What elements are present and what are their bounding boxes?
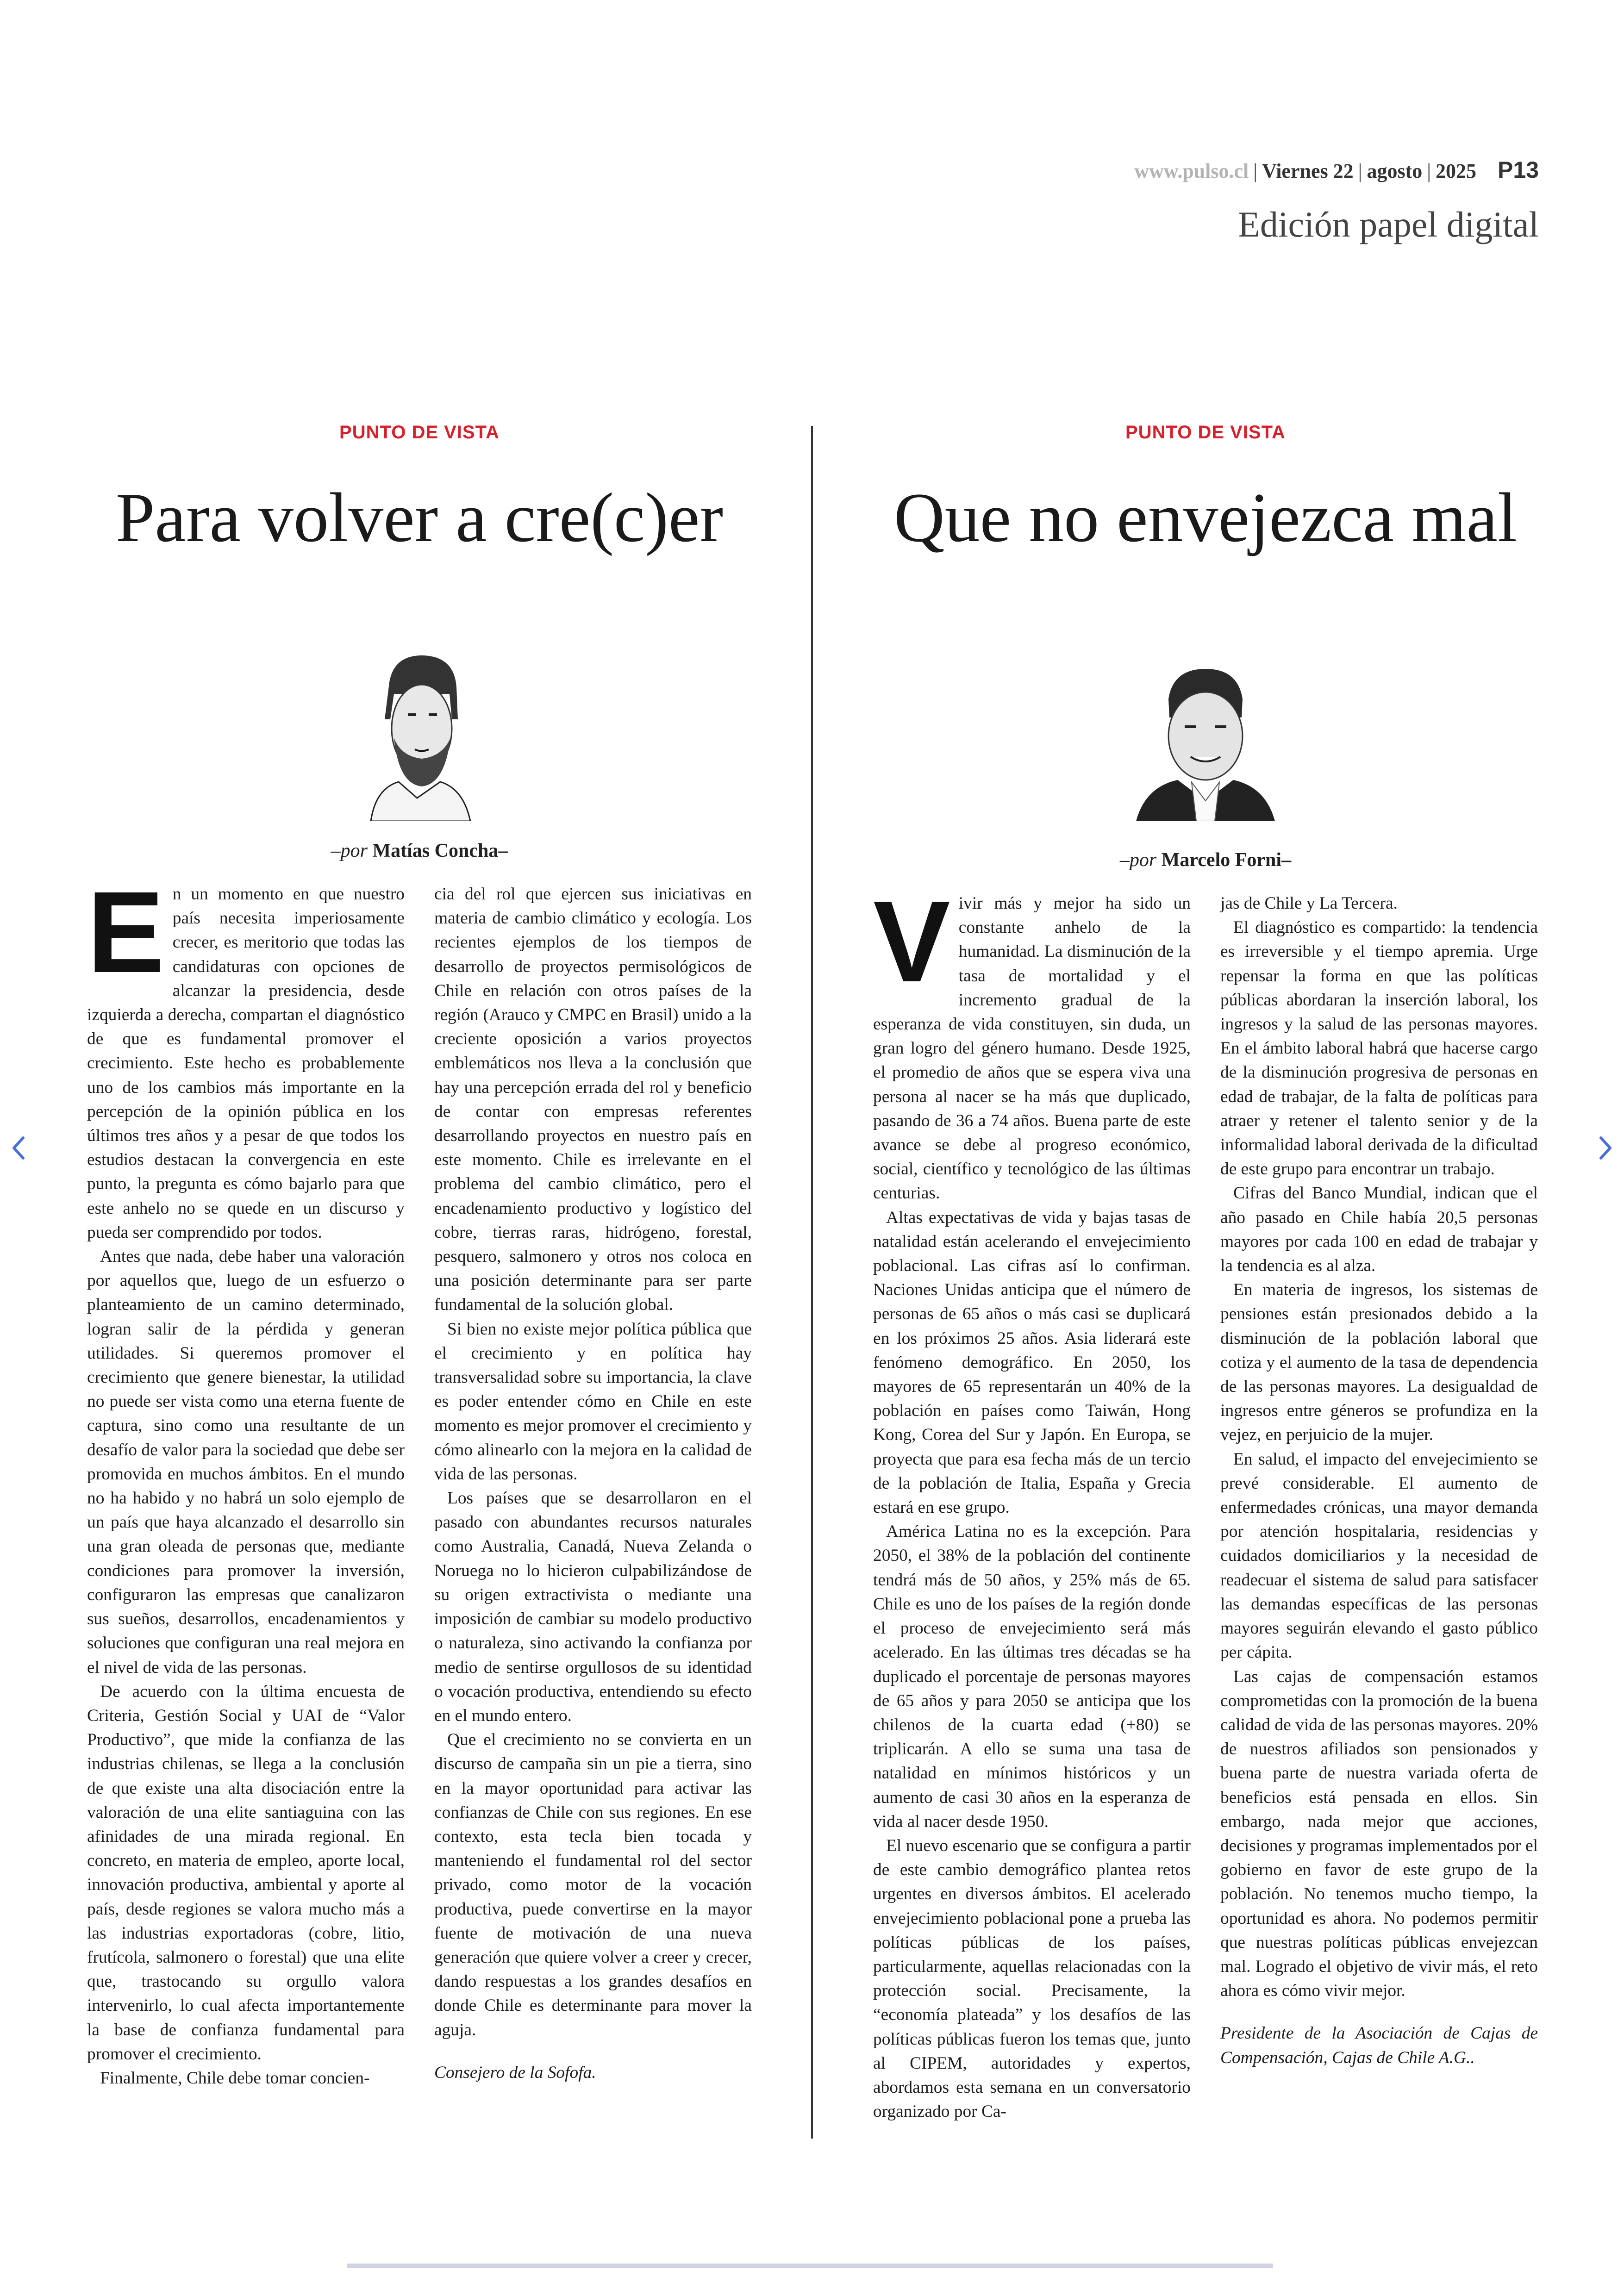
chevron-left-icon (9, 1134, 28, 1162)
paragraph: El diagnóstico es compartido: la tendencia es irreversible y el tiempo apremia. Urge repensar la forma en que las políticas públicas abordaran la inserción laboral, los ingresos y la salud de las personas mayores. En el ámbito laboral habrá que hacerse cargo de la disminución progresiva de personas en edad de trabajar, de la falta de políticas para atraer y retener el talento senior y de la informalidad laboral derivada de la dificultad de este grupo para encontrar un trabajo. (1220, 918, 1538, 1179)
text-column (1220, 892, 1538, 2124)
page-scrollbar[interactable] (347, 2264, 1273, 2268)
next-page-button[interactable] (1592, 1129, 1619, 1166)
author-name: Marcelo Forni– (1161, 849, 1292, 871)
text-column (87, 867, 405, 2090)
author-signature: Consejero de la Sofofa. (434, 2063, 596, 2082)
article-right (873, 422, 1538, 2124)
paragraph: Que el crecimiento no se convierta en un discurso de campaña sin un pie a tierra, sino en la mayor oportunidad para activar las confianzas de Chile con sus regiones. En ese contexto, esta tecla bien tocada y manteniendo el fundamental rol del sector privado, como motor de la vocación productiva, puede convertirse en la mayor fuente de motivación de una nueva generación que quiere volver a creer y crecer, dando respuestas a los grandes desafíos en donde Chile es determinante para mover la aguja. (434, 1730, 752, 2039)
paragraph: De acuerdo con la última encuesta de Criteria, Gestión Social y UAI de “Valor Productivo”, que mide la confianza de las industrias chilenas, se llega a la conclusión de que existe una alta disociación entre la valoración de una elite santiaguina con las afinidades de una mirada regional. En concreto, en materia de empleo, aporte local, innovación productiva, ambiental y aporte al país, desde regiones se valora mucho más a las industrias exportadoras (cobre, litio, frutícola, salmonero o forestal) que una elite que, trastocando su orgullo valora intervenirlo, lo cual afecta importantemente la base de confianza fundamental para promover el crecimiento. (87, 1682, 405, 2064)
article-body (873, 877, 1538, 2124)
paragraph: cia del rol que ejercen sus iniciativas en materia de cambio climático y ecología. Los recientes ejemplos de los tiempos de desarrollo de proyectos permisológicos de Chile en relación con otros países de la región (Arauco y CMPC en Brasil) unido a la creciente oposición a varios proyectos emblemáticos nos lleva a la conclusión que hay una percepción errada del rol y beneficio de contar con empresas referentes desarrollando proyectos en nuestro país en este momento. Chile es irrelevante en el problema del cambio climático, pero el encadenamiento productivo y logístico del cobre, tierras raras, hidrógeno, forestal, pesquero, salmonero y otros nos coloca en una posición determinante para ser parte fundamental de la solución global. (434, 885, 752, 1315)
page-number: P13 (1498, 157, 1539, 183)
kicker: PUNTO DE VISTA (1125, 422, 1286, 443)
kicker: PUNTO DE VISTA (339, 422, 500, 443)
paragraph: En salud, el impacto del envejecimiento se prevé considerable. El aumento de enfermedades crónicas, una mayor demanda por atención hospitalaria, residencias y cuidados domiciliarios y la necesidad de readecuar el sistema de salud para satisfacer las demandas específicas de las personas mayores seguirán elevando el gasto público per cápita. (1220, 1449, 1538, 1662)
author-signature: Presidente de la Asociación de Cajas de Compensación, Cajas de Chile A.G.. (1220, 2024, 1538, 2067)
site-url: www.pulso.cl (1134, 160, 1249, 182)
paragraph: El nuevo escenario que se configura a partir de este cambio demográfico plantea retos urgentes en diversos ámbitos. El acelerado envejecimiento poblacional pone a prueba las políticas públicas de los países, particularmente, aquellas relacionadas con la protección social. Precisamente, la “economía plateada” y los desafíos de las políticas públicas fueron los temas que, junto al CIPEM, autoridades y expertos, abordamos esta semana en un conversatorio organizado por Ca- (873, 1836, 1191, 2121)
author-portrait (362, 650, 477, 821)
text-column (873, 877, 1191, 2124)
scrollbar-thumb[interactable] (347, 2264, 1273, 2268)
headline: Para volver a cre(c)er (115, 479, 724, 556)
author-portrait (1136, 662, 1275, 821)
article-left (87, 422, 752, 2090)
drop-cap: V (873, 877, 950, 1006)
drop-cap: E (87, 867, 164, 997)
paragraph: Altas expectativas de vida y bajas tasas de natalidad están acelerando el envejecimiento poblacional. Las cifras así lo confirman. Naciones Unidas anticipa que el número de personas de 65 años o más casi se duplicará en los próximos 25 años. Asia liderará este fenómeno demográfico. En 2050, los mayores de 65 representarán un 40% de la población en países como Taiwán, Hong Kong, Corea del Sur y Japón. En Europa, se proyecta que para esa fecha más de un tercio de la población de Italia, España y Grecia estará en ese grupo. (873, 1208, 1191, 1517)
edition-label: Edición papel digital (1238, 204, 1539, 244)
paragraph: Finalmente, Chile debe tomar concien- (100, 2068, 370, 2088)
text-column (434, 882, 752, 2090)
paragraph: jas de Chile y La Tercera. (1220, 894, 1398, 913)
paragraph: Si bien no existe mejor política pública que el crecimiento y en política hay transversalidad sobre su importancia, la clave es poder entender cómo en Chile en este momento es mejor promover el crecimiento y cómo alinearlo con la mejora en la calidad de vida de las personas. (434, 1319, 752, 1484)
byline: –por Marcelo Forni– (1119, 849, 1292, 871)
paragraph: En un momento en que nuestro país necesita imperiosamente crecer, es meritorio que todas las candidaturas con opciones de alcanzar la presidencia, desde izquierda a derecha, compartan el diagnóstico de que es fundamental promover el crecimiento. Este hecho es probablemente uno de los cambios más importante en la percepción de la opinión pública en los últimos tres años y a pesar de que todos los estudios destacan la convergencia en este punto, la pregunta es cómo bajarlo para que este anhelo no se quede en un discurso y pueda ser comprendido por todos. (87, 867, 405, 1242)
paragraph: Antes que nada, debe haber una valoración por aquellos que, luego de un esfuerzo o planteamiento de un camino determinado, logran salir de la pérdida y generan utilidades. Si queremos promover el crecimiento que genere bienestar, la utilidad no puede ser vista como una eterna fuente de captura, sino como una resultante de un desafío de valor para la sociedad que debe ser promovida en muchos ámbitos. En el mundo no ha habido y no habrá un solo ejemplo de un país que haya alcanzado el desarrollo sin una gran oleada de personas que, mediante condiciones para promover la inversión, configuraron las empresas que canalizaron sus sueños, desarrollos, encadenamientos y soluciones que configuran una real mejora en el nivel de vida de las personas. (87, 1247, 405, 1677)
paragraph: América Latina no es la excepción. Para 2050, el 38% de la población del continente tendrá más de 50 años, y 25% más de 65. Chile es uno de los países de la región donde el proceso de envejecimiento será más acelerado. En las últimas tres décadas se ha duplicado el porcentaje de personas mayores de 65 años y para 2050 se anticipa que los chilenos de la cuarta edad (+80) se triplicarán. A ello se suma una tasa de natalidad en mínimos históricos y un aumento de casi 30 años en la esperanza de vida al nacer desde 1950. (873, 1522, 1191, 1831)
date-year: 2025 (1436, 160, 1477, 182)
paragraph: Las cajas de compensación estamos comprometidas con la promoción de la buena calidad de vida de las personas mayores. 20% de nuestros afiliados son pensionados y buena parte de nuestra variada oferta de beneficios está pensada en ellos. Sin embargo, nada mejor que acciones, decisiones y programas implementados por el gobierno en favor de este grupo de la población. No tenemos mucho tiempo, la oportunidad es ahora. No podemos permitir que nuestras políticas públicas envejezcan mal. Logrado el objetivo de vivir más, el reto ahora es cómo vivir mejor. (1220, 1667, 1538, 2001)
date-weekday: Viernes 22 (1262, 160, 1354, 182)
paragraph: Los países que se desarrollaron en el pasado con abundantes recursos naturales como Australia, Canadá, Nueva Zelanda o Noruega no lo hicieron culpabilizándose de su origen extractivista o mediante una imposición de cambiar su modelo productivo o naturaleza, sino activando la confianza por medio de sentirse orgullosos de su identidad o vocación productiva, entendiendo su efecto en el mundo entero. (434, 1489, 752, 1725)
previous-page-button[interactable] (5, 1129, 32, 1166)
masthead-line: www.pulso.cl | Viernes 22 | agosto | 2025 P13 (1134, 157, 1539, 183)
date-month: agosto (1367, 160, 1423, 182)
headline: Que no envejezca mal (893, 479, 1518, 556)
paragraph: Vivir más y mejor ha sido un constante anhelo de la humanidad. La disminución de la tasa de mortalidad y el incremento gradual de la esperanza de vida constituyen, sin duda, un gran logro del género humano. Desde 1925, el promedio de años que se espera viva una persona al nacer se ha más que duplicado, pasando de 36 a 74 años. Buena parte de este avance se debe al progreso económico, social, científico y tecnológico de las últimas centurias. (873, 877, 1191, 1203)
byline: –por Matías Concha– (331, 840, 508, 861)
author-name: Matías Concha– (372, 840, 508, 861)
chevron-right-icon (1596, 1134, 1615, 1162)
column-divider (811, 426, 813, 2139)
paragraph: En materia de ingresos, los sistemas de pensiones están presionados debido a la disminución de la población laboral que cotiza y el aumento de la tasa de dependencia de las personas mayores. La desigualdad de ingresos entre géneros se profundiza en la vejez, en perjuicio de la mujer. (1220, 1280, 1538, 1445)
paragraph: Cifras del Banco Mundial, indican que el año pasado en Chile había 20,5 personas mayores por cada 100 en edad de trabajar y la tendencia es al alza. (1220, 1184, 1538, 1276)
article-body (87, 867, 752, 2090)
